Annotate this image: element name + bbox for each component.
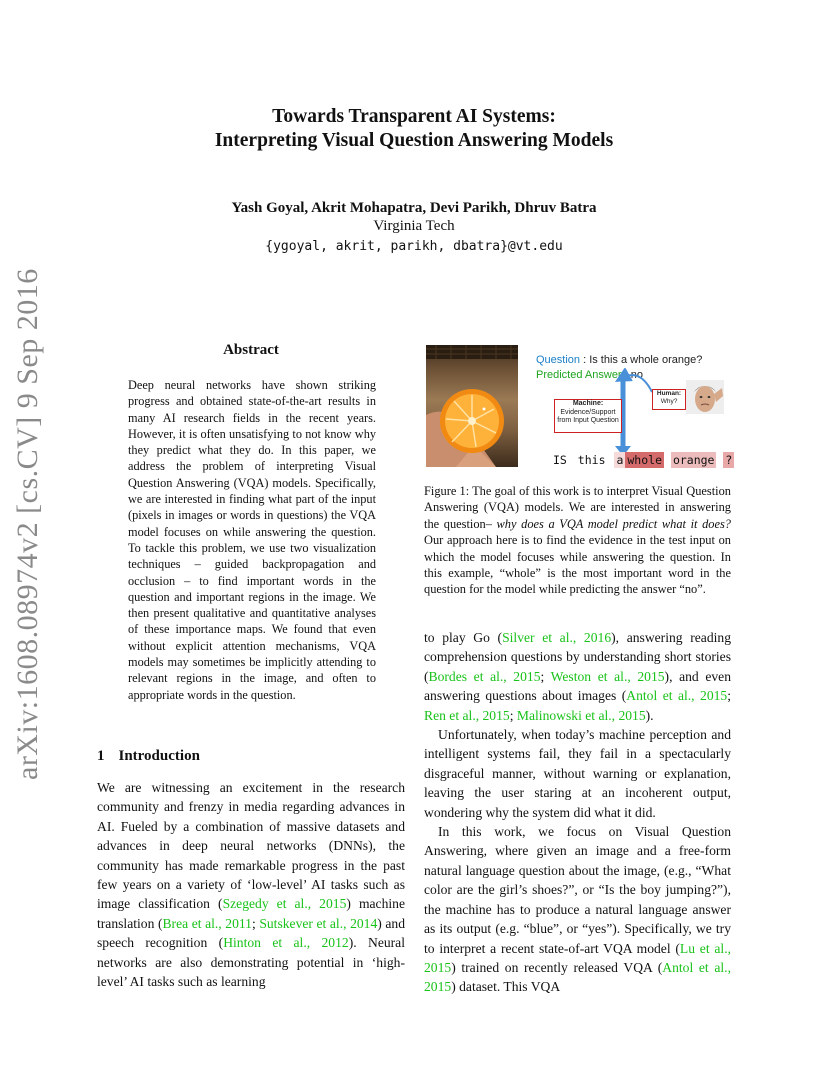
citation-link[interactable]: Ren et al., 2015 [424, 707, 510, 723]
token-question-mark: ? [725, 453, 733, 467]
citation-link[interactable]: Brea et al., 2011 [162, 915, 252, 931]
author-emails: {ygoyal, akrit, parikh, dbatra}@vt.edu [265, 239, 563, 254]
citation-link[interactable]: Antol et al., 2015 [424, 959, 731, 995]
figure-predicted-answer: Predicted Answer : no [536, 369, 644, 381]
citation-link[interactable]: Sutskever et al., 2014 [259, 915, 378, 931]
figure-question: Question : Is this a whole orange? [536, 354, 703, 366]
citation-link[interactable]: Antol et al., 2015 [626, 688, 728, 704]
orange-photo [426, 345, 518, 467]
confused-person-photo [686, 380, 724, 414]
paper-title-line1: Towards Transparent AI Systems: [272, 106, 556, 127]
author-list: Yash Goyal, Akrit Mohapatra, Devi Parikh, Dhruv Batra [231, 200, 597, 216]
intro-right-p3: In this work, we focus on Visual Question Answering, where given an image and a free-form natural language question about the image, (e.g., “What color are the girl’s shoes?”, or “Is the boy jumping?”), the machine has to produce a natural language answer as its output (e.g. “blue”, or “yes”). Specifically, we try to interpret a recent state-of-art VQA model (Lu et al., 2015) trained on recently released VQA (Antol et al., 2015) dataset. This VQA [424, 824, 731, 995]
intro-right-paragraphs [424, 628, 731, 997]
intro-left-paragraph: We are witnessing an excitement in the research community and frenzy in media regarding advances in AI. Fueled by a combination of massive datasets and advances in deep neural networks (DNNs), the community has made remarkable progress in the past few years on a variety of ‘low-level’ AI tasks such as image classification (Szegedy et al., 2015) machine translation (Brea et al., 2011; Sutskever et al., 2014) and speech recognition (Hinton et al., 2012). Neural networks are also demonstrating potential in ‘high-level’ AI tasks such as learning [97, 780, 405, 990]
intro-right-p2: Unfortunately, when today’s machine perception and intelligent systems fail, they fail in a spectacularly disgraceful manner, without warning or explanation, leaving the user staring at an incoherent output, wondering why the system did what it did. [424, 727, 731, 820]
citation-link[interactable]: Malinowski et al., 2015 [516, 707, 646, 723]
citation-link[interactable]: Lu et al., 2015 [424, 940, 731, 975]
figure-caption: Figure 1: The goal of this work is to interpret Visual Question Answering (VQA) models. We are interested in answering the question– why does a VQA model predict what it does? Our approach here is to find the evidence in the test input on which the model focuses while answering the question. In this example, “whole” is the most important word in the question for the model while predicting the answer “no”. [424, 484, 731, 597]
abstract-text: Deep neural networks have shown striking progress and obtained state-of-the-art results in many AI research fields in the recent years. However, it is often unsatisfying to not know why they predict what they do. In this paper, we address the problem of interpreting Visual Question Answering (VQA) models. Specifically, we are interested in finding what part of the input (pixels in images or words in questions) the VQA model focuses on while answering the question. To tackle this problem, we use two visualization techniques – guided backpropagation and occlusion – to find important words in the question and important regions in the image. We then present qualitative and quantitative analyses of these importance maps. We found that even without explicit attention mechanisms, VQA models may sometimes be implicitly attending to relevant regions in the image, and often to appropriate words in the question. [128, 378, 376, 702]
token-is: IS [553, 453, 567, 467]
section-title: Introduction [118, 748, 200, 764]
citation-link[interactable]: Hinton et al., 2012 [223, 935, 349, 951]
token-this: this [577, 453, 606, 467]
citation-link[interactable]: Silver et al., 2016 [502, 630, 612, 645]
affiliation: Virginia Tech [373, 218, 455, 234]
human-box: Human: Why? [652, 389, 686, 410]
section-heading [97, 748, 200, 765]
citation-link[interactable]: Weston et al., 2015 [550, 668, 665, 684]
token-a: a [616, 453, 624, 467]
machine-box: Machine: Evidence/Support from Input Question [554, 399, 622, 433]
token-orange: orange [672, 453, 715, 467]
abstract-heading: Abstract [223, 342, 279, 358]
section-number: 1 [97, 748, 105, 764]
citation-link[interactable]: Szegedy et al., 2015 [222, 896, 347, 912]
citation-link[interactable]: Bordes et al., 2015 [428, 668, 541, 684]
paper-title-line2: Interpreting Visual Question Answering Models [214, 130, 614, 151]
token-whole: whole [627, 453, 662, 467]
question-token-heatmap [551, 453, 734, 467]
intro-right-p1: to play Go (Silver et al., 2016), answering reading comprehension questions by understanding short stories (Bordes et al., 2015; Weston et al., 2015), and even answering questions about images (Antol et al., 2015; Ren et al., 2015; Malinowski et al., 2015). [424, 630, 731, 723]
arxiv-stamp: arXiv:1608.08974v2 [cs.CV] 9 Sep 2016 [11, 268, 44, 780]
